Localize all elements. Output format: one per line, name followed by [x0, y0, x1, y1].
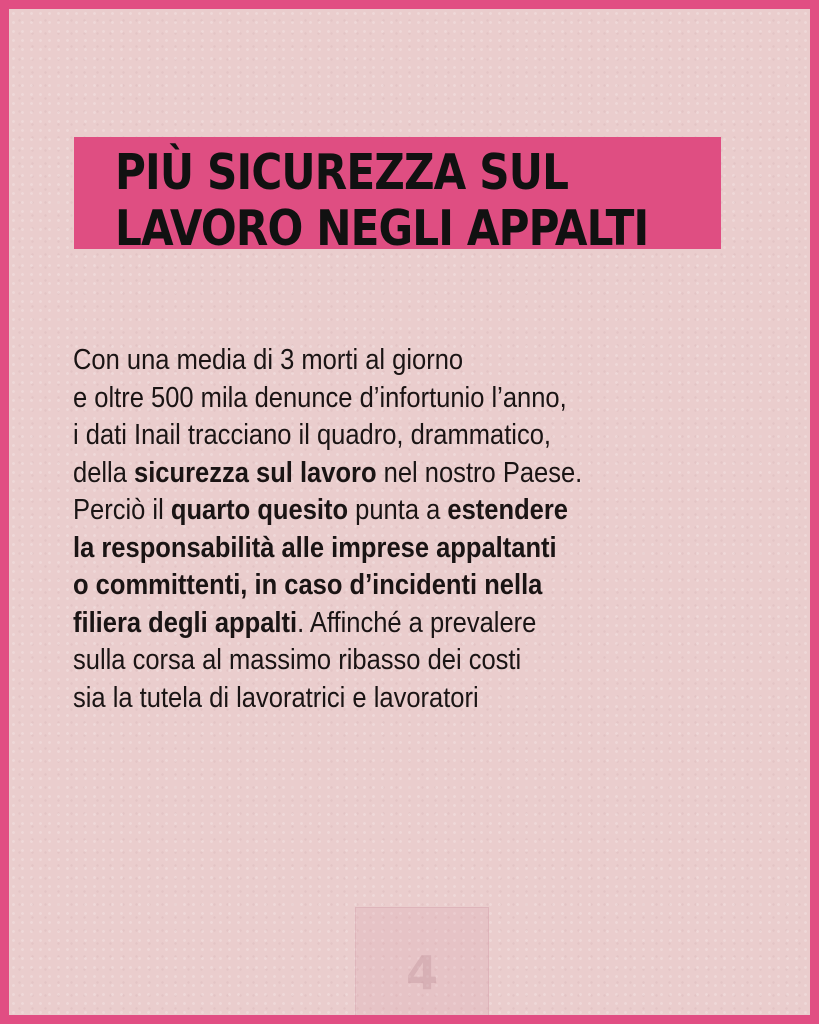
body-line: sia la tutela di lavoratrici e lavoratori [73, 681, 479, 714]
page-title [115, 145, 648, 257]
body-text-segment: . Affinché a prevalere [297, 606, 537, 639]
body-text-segment: nel nostro Paese. [376, 456, 583, 489]
body-emphasis-line: o committenti, in caso d’incidenti nella [73, 569, 543, 601]
body-line [73, 455, 689, 493]
body-emphasis-line: la responsabilità alle imprese appaltanti [73, 531, 557, 564]
body-line: i dati Inail tracciano il quadro, drammatico, [73, 419, 552, 451]
title-line-2: LAVORO NEGLI APPALTI [115, 200, 649, 257]
body-line [73, 492, 689, 530]
body-line [73, 605, 689, 643]
body-paragraph [73, 342, 689, 717]
body-line: Con una media di 3 morti al giorno [73, 344, 464, 376]
body-text-segment: Perciò il [73, 494, 171, 526]
body-emphasis: quarto quesito [170, 494, 349, 526]
page-number: 4 [405, 946, 438, 1000]
body-emphasis: estendere [447, 494, 568, 526]
body-line: e oltre 500 mila denunce d’infortunio l’anno, [73, 381, 567, 414]
body-emphasis: filiera degli appalti [73, 606, 298, 639]
body-emphasis: sicurezza sul lavoro [134, 456, 377, 489]
page-number-badge [355, 907, 489, 1024]
body-text-segment: punta a [348, 494, 448, 526]
title-line-1: PIÙ SICUREZZA SUL [115, 144, 569, 201]
body-line: sulla corsa al massimo ribasso dei costi [73, 644, 522, 676]
body-text-segment: della [73, 456, 135, 489]
